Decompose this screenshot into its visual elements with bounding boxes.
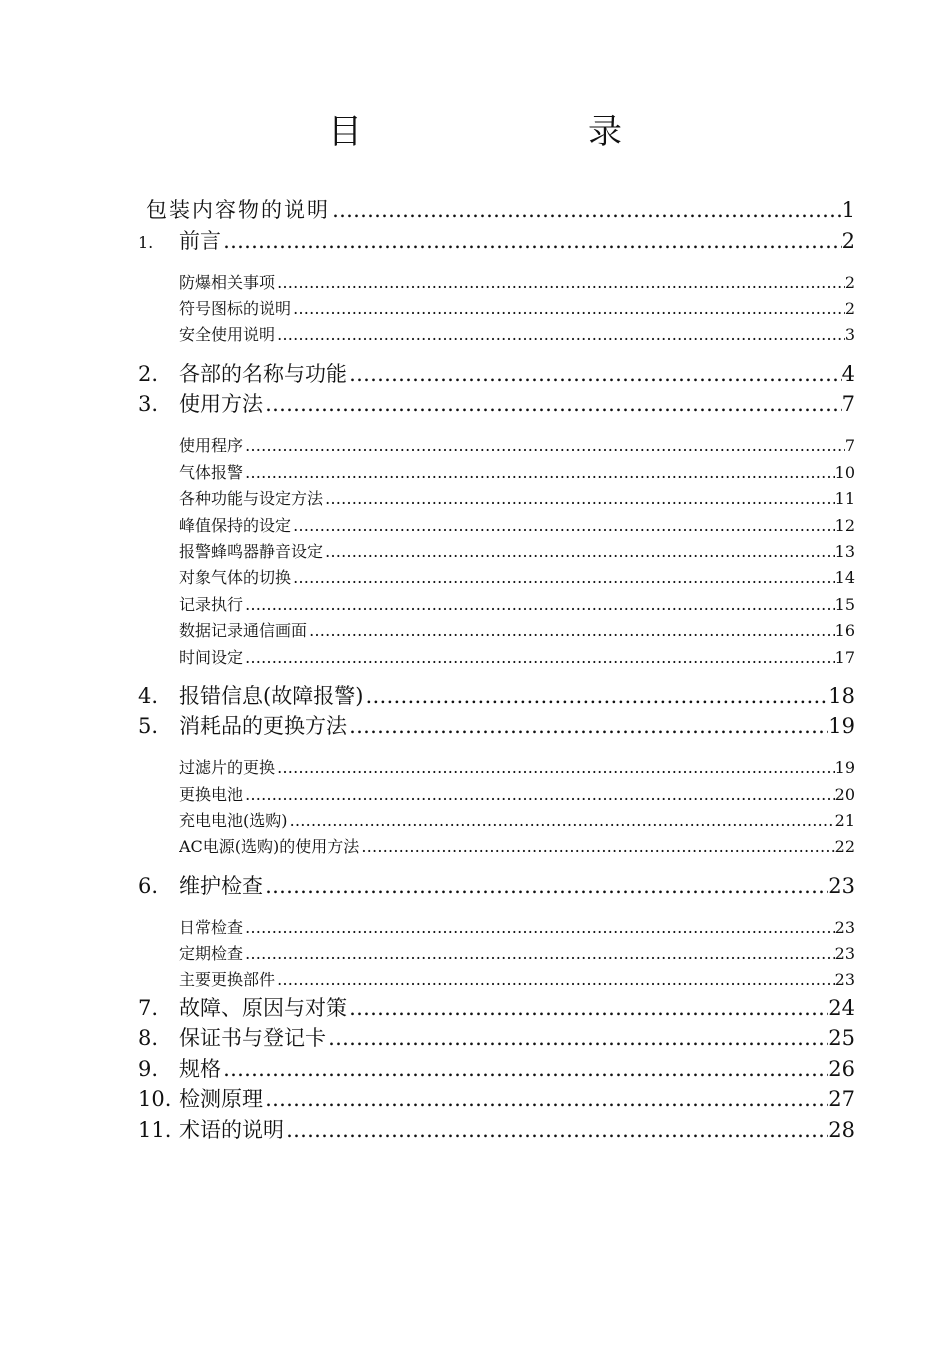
toc-subentry[interactable] (179, 297, 855, 321)
toc-leader-dots (347, 994, 828, 1022)
toc-chapter-number: 9. (138, 1057, 159, 1081)
toc-entry-label: 主要更换部件 (179, 970, 276, 989)
toc-page-number: 25 (828, 1026, 855, 1050)
toc-page-number: 24 (828, 996, 855, 1020)
toc-page-number: 23 (834, 918, 855, 937)
toc-leader-dots (221, 227, 842, 255)
toc-chapter-number: 10. (138, 1087, 172, 1111)
toc-entry-label: 时间设定 (179, 648, 244, 667)
page-title: 目 录 (328, 112, 718, 152)
toc-leader-dots (275, 756, 835, 780)
toc-page-number: 15 (834, 595, 855, 614)
toc-subentry[interactable] (179, 434, 855, 458)
toc-leader-dots (275, 271, 845, 295)
toc-chapter-number: 7. (138, 996, 159, 1020)
toc-chapter-3[interactable] (138, 390, 855, 418)
toc-entry-label: 符号图标的说明 (179, 299, 292, 318)
toc-leader-dots (243, 916, 835, 940)
toc-entry-label: 保证书与登记卡 (179, 1026, 326, 1050)
toc-subentry[interactable] (179, 809, 855, 833)
toc-subentry[interactable] (179, 271, 855, 295)
toc-entry-label: 气体报警 (179, 463, 244, 482)
toc-entry-label: 峰值保持的设定 (179, 516, 292, 535)
toc-page-number: 1 (841, 198, 855, 222)
toc-chapter-1[interactable] (138, 227, 855, 255)
toc-chapter-number: 1. (138, 233, 154, 252)
toc-page-number: 20 (834, 785, 855, 804)
toc-leader-dots (323, 540, 835, 564)
toc-page-number: 21 (834, 811, 855, 830)
toc-page-number: 27 (828, 1087, 855, 1111)
toc-page-number: 12 (834, 516, 855, 535)
toc-page-number: 23 (834, 944, 855, 963)
toc-page-number: 3 (844, 325, 855, 344)
toc-entry-label: 维护检查 (179, 874, 263, 898)
toc-entry-label: 日常检查 (179, 918, 244, 937)
toc-leader-dots (263, 872, 828, 900)
toc-subentry[interactable] (179, 968, 855, 992)
toc-entry-label: 包装内容物的说明 (146, 198, 330, 222)
toc-page-number: 17 (834, 648, 855, 667)
toc-entry-label: 故障、原因与对策 (179, 996, 347, 1020)
toc-entry-label: AC电源(选购)的使用方法 (179, 837, 360, 856)
toc-page-number: 22 (834, 837, 855, 856)
toc-entry-label: 充电电池(选购) (179, 811, 288, 830)
toc-leader-dots (275, 968, 835, 992)
toc-page-number: 23 (828, 874, 855, 898)
toc-page-number: 14 (834, 568, 855, 587)
toc-entry-label: 记录执行 (179, 595, 244, 614)
toc-leader-dots (359, 835, 834, 859)
toc-chapter-number: 4. (138, 684, 159, 708)
toc-page-number: 26 (828, 1057, 855, 1081)
toc-page-number: 18 (828, 684, 855, 708)
toc-leader-dots (307, 619, 835, 643)
toc-leader-dots (323, 487, 835, 511)
toc-page-number: 13 (834, 542, 855, 561)
toc-entry-intro[interactable] (146, 196, 855, 224)
toc-entry-label: 各种功能与设定方法 (179, 489, 324, 508)
toc-chapter-number: 8. (138, 1026, 159, 1050)
toc-subentry[interactable] (179, 783, 855, 807)
toc-leader-dots (275, 323, 845, 347)
toc-page-number: 2 (844, 273, 855, 292)
toc-subentry[interactable] (179, 514, 855, 538)
toc-leader-dots (243, 593, 835, 617)
toc-chapter-8[interactable] (138, 1024, 855, 1052)
toc-entry-label: 各部的名称与功能 (179, 362, 347, 386)
toc-leader-dots (363, 682, 828, 710)
toc-page-number: 28 (828, 1118, 855, 1142)
toc-entry-label: 报错信息(故障报警) (179, 684, 364, 708)
toc-subentry[interactable] (179, 942, 855, 966)
toc-subentry[interactable] (179, 461, 855, 485)
toc-leader-dots (291, 297, 845, 321)
toc-leader-dots (243, 942, 835, 966)
toc-page-number: 2 (844, 299, 855, 318)
toc-page-number: 23 (834, 970, 855, 989)
toc-page-number: 11 (834, 489, 855, 508)
toc-page-number: 19 (834, 758, 855, 777)
toc-leader-dots (243, 461, 835, 485)
toc-entry-label: 使用方法 (179, 392, 263, 416)
toc-subentry[interactable] (179, 835, 855, 859)
toc-entry-label: 过滤片的更换 (179, 758, 276, 777)
toc-leader-dots (291, 514, 835, 538)
toc-leader-dots (263, 390, 842, 418)
toc-leader-dots (347, 712, 828, 740)
toc-page-number: 7 (844, 436, 855, 455)
toc-entry-label: 术语的说明 (179, 1118, 284, 1142)
toc-chapter-4[interactable] (138, 682, 855, 710)
toc-subentry[interactable] (179, 566, 855, 590)
toc-subentry[interactable] (179, 487, 855, 511)
toc-leader-dots (221, 1055, 828, 1083)
toc-leader-dots (347, 360, 842, 388)
toc-entry-label: 消耗品的更换方法 (179, 714, 347, 738)
toc-chapter-11[interactable] (138, 1116, 855, 1144)
toc-entry-label: 前言 (179, 229, 221, 253)
toc-entry-label: 安全使用说明 (179, 325, 276, 344)
toc-page-number: 4 (841, 362, 855, 386)
toc-chapter-10[interactable] (138, 1085, 855, 1113)
toc-page-number: 7 (841, 392, 855, 416)
toc-chapter-2[interactable] (138, 360, 855, 388)
toc-subentry[interactable] (179, 619, 855, 643)
toc-entry-label: 规格 (179, 1057, 221, 1081)
toc-page-number: 10 (834, 463, 855, 482)
toc-entry-label: 使用程序 (179, 436, 244, 455)
toc-entry-label: 报警蜂鸣器静音设定 (179, 542, 324, 561)
toc-chapter-number: 3. (138, 392, 159, 416)
toc-leader-dots (243, 434, 845, 458)
toc-subentry[interactable] (179, 756, 855, 780)
toc-chapter-5[interactable] (138, 712, 855, 740)
toc-leader-dots (330, 196, 842, 224)
toc-chapter-number: 6. (138, 874, 159, 898)
toc-entry-label: 对象气体的切换 (179, 568, 292, 587)
toc-page-number: 2 (841, 229, 855, 253)
toc-entry-label: 防爆相关事项 (179, 273, 276, 292)
toc-page-number: 16 (834, 621, 855, 640)
toc-leader-dots (284, 1116, 828, 1144)
toc-subentry[interactable] (179, 593, 855, 617)
toc-leader-dots (288, 809, 835, 833)
toc-chapter-number: 5. (138, 714, 159, 738)
toc-chapter-9[interactable] (138, 1055, 855, 1083)
toc-entry-label: 定期检查 (179, 944, 244, 963)
toc-subentry[interactable] (179, 540, 855, 564)
toc-leader-dots (291, 566, 835, 590)
toc-entry-label: 数据记录通信画面 (179, 621, 308, 640)
toc-subentry[interactable] (179, 916, 855, 940)
toc-leader-dots (263, 1085, 828, 1113)
toc-subentry[interactable] (179, 646, 855, 670)
toc-subentry[interactable] (179, 323, 855, 347)
toc-entry-label: 检测原理 (179, 1087, 263, 1111)
toc-leader-dots (243, 646, 835, 670)
toc-chapter-number: 2. (138, 362, 159, 386)
toc-chapter-6[interactable] (138, 872, 855, 900)
toc-chapter-7[interactable] (138, 994, 855, 1022)
toc-page-number: 19 (828, 714, 855, 738)
toc-entry-label: 更换电池 (179, 785, 244, 804)
toc-leader-dots (243, 783, 835, 807)
toc-chapter-number: 11. (138, 1118, 172, 1142)
toc-leader-dots (326, 1024, 828, 1052)
